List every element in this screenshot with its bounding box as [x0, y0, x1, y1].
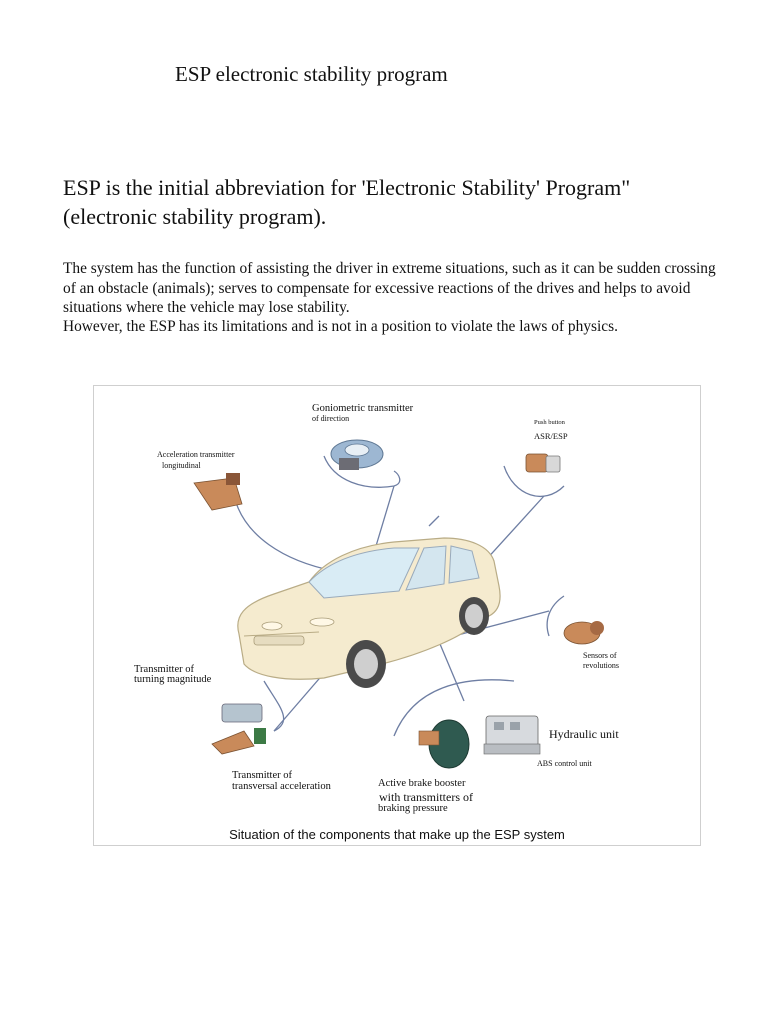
label-sensors-of: Sensors of — [583, 651, 617, 660]
label-active-brake-booster: Active brake booster — [378, 778, 466, 789]
hydraulic-unit-part — [484, 716, 540, 754]
label-longitudinal: longitudinal — [162, 461, 201, 470]
label-abs-control-unit: ABS control unit — [537, 759, 592, 768]
figure-caption: Situation of the components that make up the ESP system — [229, 827, 565, 842]
label-transversal-acceleration: transversal acceleration — [232, 781, 331, 792]
label-acceleration-transmitter: Acceleration transmitter — [157, 450, 235, 459]
paragraph-limitations: However, the ESP has its limitations and is not in a position to violate the laws of physics. — [63, 318, 618, 335]
intro-heading: ESP is the initial abbreviation for 'Electronic Stability' Program" (electronic stability program). — [63, 175, 631, 229]
turning-transmitter-part — [212, 704, 266, 754]
label-with-transmitters-of: with transmitters of — [379, 790, 473, 804]
label-goniometric-of-direction: of direction — [312, 414, 350, 423]
label-transmitter-of-turning: Transmitter of — [134, 664, 194, 675]
label-revolutions: revolutions — [583, 661, 619, 670]
label-turning-magnitude: turning magnitude — [134, 674, 212, 685]
page-title: ESP electronic stability program — [175, 62, 448, 86]
push-button-part — [526, 454, 560, 472]
esp-components-figure — [93, 385, 701, 846]
acceleration-transmitter-longitudinal-part — [194, 473, 242, 510]
label-push-button: Push button — [534, 419, 565, 426]
label-goniometric-transmitter: Goniometric transmitter — [312, 403, 414, 414]
label-hydraulic-unit: Hydraulic unit — [549, 727, 619, 741]
car-illustration — [238, 538, 500, 688]
label-asr-esp: ASR/ESP — [534, 431, 568, 441]
revolution-sensor-part — [564, 621, 604, 644]
goniometric-transmitter-part — [331, 440, 383, 470]
label-braking-pressure: braking pressure — [378, 803, 448, 814]
paragraph-function: The system has the function of assisting the driver in extreme situations, such as it can be sudden crossing of an obstacle (animals); serves to compensate for excessive reactions of the drives and helps to avoid situations where the vehicle may lose stability. — [63, 260, 716, 316]
brake-booster-part — [419, 720, 469, 768]
label-transmitter-of-transversal: Transmitter of — [232, 770, 292, 781]
